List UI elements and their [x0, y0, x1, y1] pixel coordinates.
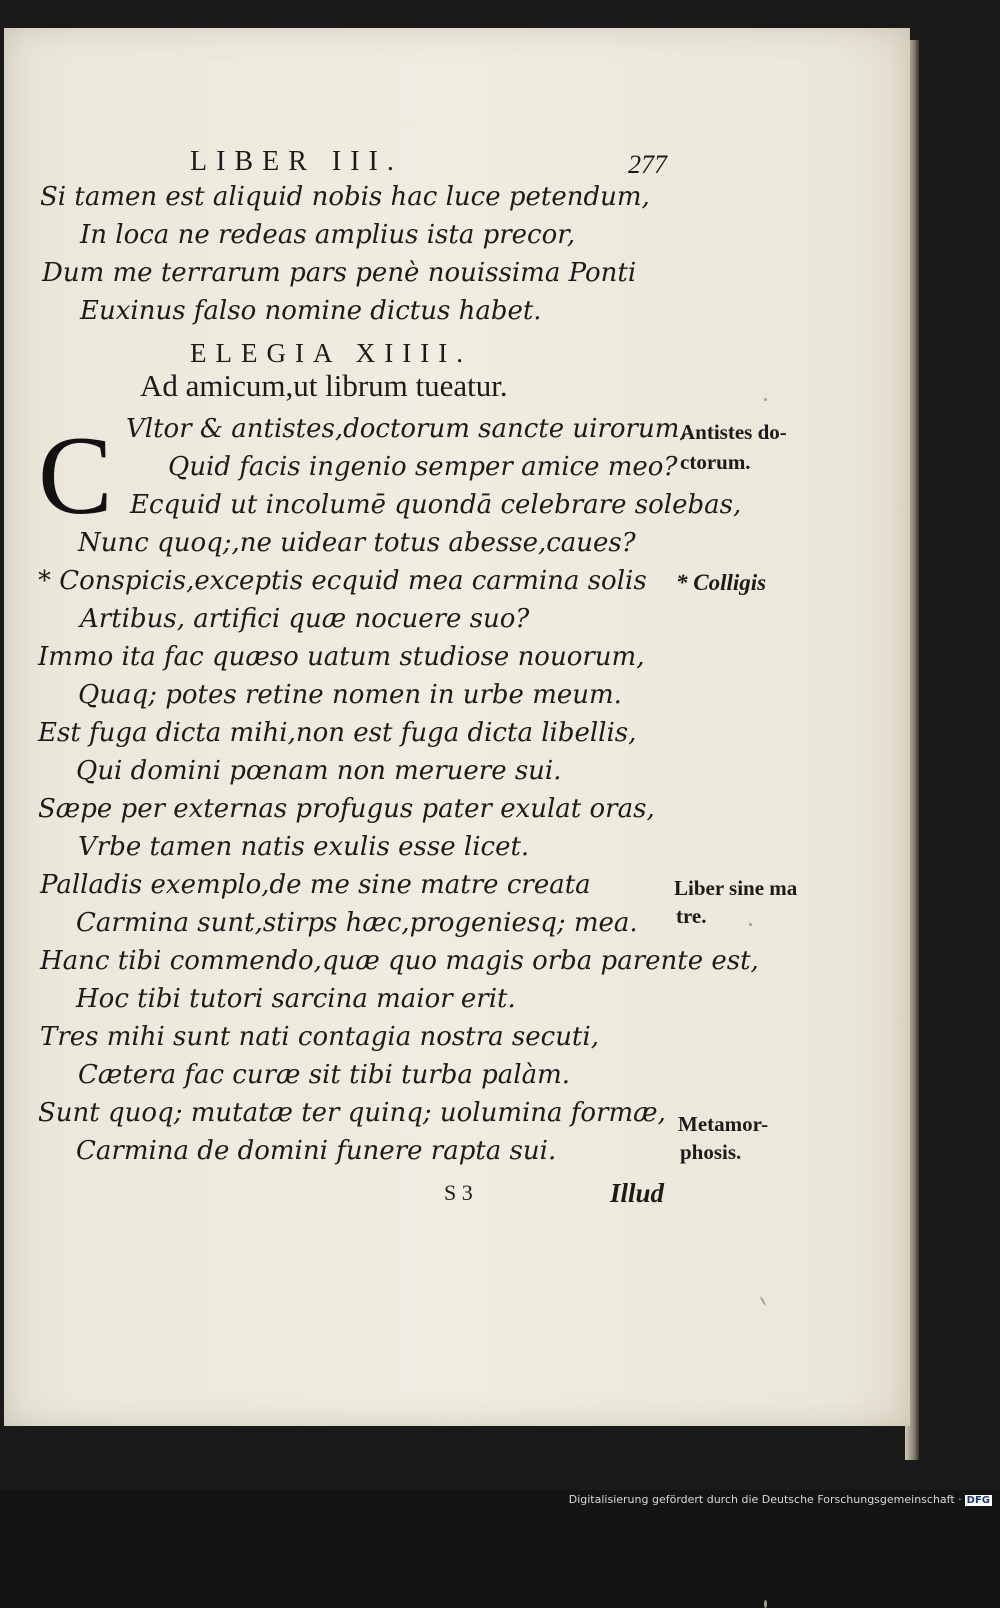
elegy-subtitle: Ad amicum,ut librum tueatur. [140, 368, 508, 403]
paper-speck [760, 1296, 767, 1306]
digitization-credit [569, 1493, 992, 1506]
verse-line: Carmina de domini funere rapta sui. [76, 1136, 557, 1166]
margin-note: ctorum. [680, 450, 751, 474]
verse-line: Sunt quoq; mutatæ ter quinq; uolumina formæ, [38, 1098, 666, 1128]
verse-line: Palladis exemplo,de me sine matre creata [40, 870, 591, 900]
verse-line: Hoc tibi tutori sarcina maior erit. [76, 984, 516, 1014]
verse-line: Hanc tibi commendo,quæ quo magis orba parente est, [40, 946, 759, 976]
margin-note: Antistes do- [680, 420, 787, 444]
running-title: LIBER III. [190, 146, 403, 177]
margin-note: tre. [676, 904, 707, 928]
drop-capital: C [38, 414, 113, 538]
verse-line: Dum me terrarum pars penè nouissima Ponti [42, 258, 637, 288]
margin-note: * Colligis [676, 570, 767, 595]
verse-line: Carmina sunt,stirps hæc,progeniesq; mea. [76, 908, 638, 938]
verse-line: Ecquid ut incolumē quondā celebrare solebas, [130, 490, 742, 520]
verse-line: Cætera fac curæ sit tibi turba palàm. [78, 1060, 571, 1090]
paper-speck [749, 923, 752, 926]
dfg-logo: DFG [966, 1495, 990, 1506]
verse-line: Immo ita fac quæso uatum studiose nouorum, [38, 642, 645, 672]
verse-line: In loca ne redeas amplius ista precor, [80, 220, 576, 250]
signature-mark: S 3 [444, 1180, 473, 1205]
elegy-title: ELEGIA XIIII. [190, 338, 472, 368]
verse-line: Euxinus falso nomine dictus habet. [80, 296, 542, 326]
paper-speck [764, 398, 767, 401]
catchword: Illud [610, 1178, 665, 1208]
verse-line: Quid facis ingenio semper amice meo? [168, 452, 678, 482]
margin-note: phosis. [680, 1140, 742, 1164]
verse-line: Vrbe tamen natis exulis esse licet. [78, 832, 530, 862]
page-number: 277 [628, 150, 667, 179]
verse-line: Tres mihi sunt nati contagia nostra secuti, [40, 1022, 599, 1052]
paper-speck [764, 1600, 767, 1608]
credit-text: Digitalisierung gefördert durch die Deutsche Forschungsgemeinschaft · [568, 1493, 962, 1506]
verse-line: Si tamen est aliquid nobis hac luce petendum, [40, 182, 650, 212]
verse-line: Nunc quoq;,ne uidear totus abesse,caues? [78, 528, 636, 558]
verse-line: Est fuga dicta mihi,non est fuga dicta libellis, [38, 718, 637, 748]
verse-line: Artibus, artifici quæ nocuere suo? [80, 604, 530, 634]
verse-line: Sæpe per externas profugus pater exulat oras, [38, 794, 655, 824]
verse-line: Quaq; potes retine nomen in urbe meum. [78, 680, 622, 710]
verse-line: * Conspicis,exceptis ecquid mea carmina solis [38, 566, 647, 596]
margin-note: Liber sine ma [674, 876, 798, 900]
verse-line: Vltor & antistes,doctorum sancte uirorum, [126, 414, 688, 444]
verse-line: Qui domini pœnam non meruere sui. [76, 756, 562, 786]
margin-note: Metamor- [678, 1112, 769, 1136]
